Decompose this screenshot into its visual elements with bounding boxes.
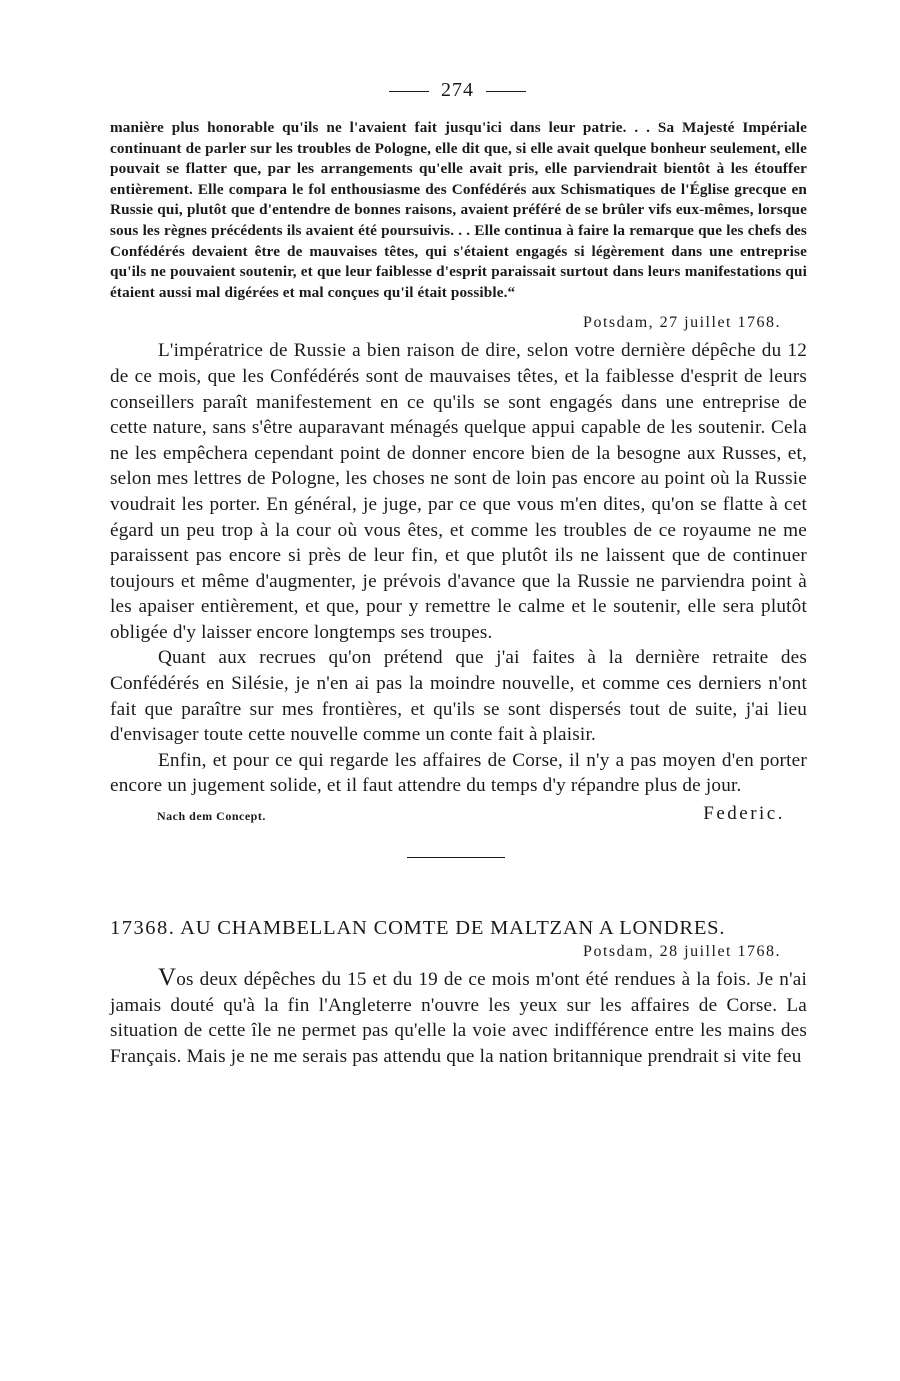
letter-1-paragraph-3: Enfin, et pour ce qui regarde les affaires de Corse, il n'y a pas moyen d'en porter encore un jugement solide, et il faut attendre du temps d'y répandre plus de jour. <box>110 749 807 797</box>
letter-number: 17368. <box>110 917 176 940</box>
letter-1-paragraph-1: L'impératrice de Russie a bien raison de dire, selon votre dernière dépêche du 12 de ce mois, que les Confédérés sont de mauvaises têtes, et la faiblesse d'esprit de leurs conseillers paraît manifestement en ce qu'ils se sont engagés dans une entreprise de cette nature, sans s'être auparavant ménagés quelque appui capable de les soutenir. Cela ne les empêchera cependant point de donner encore bien de la besogne aux Russes, et, selon mes lettres de Pologne, les choses ne sont de loin pas encore au point où la Russie voudrait les porter. En général, je juge, par ce que vous m'en dites, qu'on se flatte à cet égard un peu trop à la cour où vous êtes, et comme les troubles de ce royaume ne me paraissent pas encore si près de leur fin, et que plutôt ils ne laissent que de continuer toujours et même d'augmenter, je prévois d'avance que la Russie ne parviendra point à les apaiser entièrement, et que, pour y remettre le calme et le soutenir, elle sera plutôt obligée d'y laisser encore longtemps ses troupes. <box>110 340 807 643</box>
letter-2-heading <box>110 915 807 941</box>
page-number: 274 <box>441 79 474 101</box>
letter-addressee: AU CHAMBELLAN COMTE DE MALTZAN A LONDRES. <box>180 917 726 940</box>
header-rule-left <box>389 91 429 92</box>
letter-1-paragraph-2: Quant aux recrues qu'on prétend que j'ai faites à la dernière retraite des Confédérés en Silésie, je n'en ai pas la moindre nouvelle, et comme ces derniers n'ont fait que paraître sur mes frontières, et qu'ils se sont dispersés tout de suite, j'ai lieu d'envisager toute cette nouvelle comme un conte fait à plaisir. <box>110 647 807 746</box>
letter-2-dateline: Potsdam, 28 juillet 1768. <box>583 943 781 961</box>
letter-1-dateline: Potsdam, 27 juillet 1768. <box>583 314 781 332</box>
header-rule-right <box>486 91 526 92</box>
quoted-report: manière plus honorable qu'ils ne l'avaient fait jusqu'ici dans leur patrie. . . Sa Majesté Impériale continuant de parler sur les troubles de Pologne, elle dit que, si elle avait quelque bonheur seulement, elle pouvait se flatter que, par les arrangements qu'elle avait pris, elle parviendrait bientôt à les étouffer entièrement. Elle compara le fol enthousiasme des Confédérés aux Schismatiques de l'Église grecque en Russie qui, plutôt que d'entendre de bonnes raisons, avaient préféré de se brûler vifs eux-mêmes, lorsque sous les règnes précédents ils avaient été poursuivis. . . Elle continua à faire la remarque que les chefs des Confédérés devaient être de mauvaises têtes, qui s'étaient engagés si légèrement dans une entreprise qu'ils ne pouvaient soutenir, et que leur faiblesse d'esprit paraissait surtout dans leurs manifestations qui étaient aussi mal digérées et mal conçues qu'il était possible.“ <box>110 119 807 301</box>
source-note: Nach dem Concept. <box>157 809 266 824</box>
letter-2-paragraph-1 <box>110 965 807 1069</box>
letter-2-paragraph-text: os deux dépêches du 15 et du 19 de ce mois m'ont été rendues à la fois. Je n'ai jamais douté qu'à la fin l'Angleterre n'ouvre les yeux sur les affaires de Corse. La situation de cette île ne permet pas qu'elle la voie avec indifférence entre les mains des Français. Mais je ne me serais pas attendu que la nation britannique prendrait si vite feu <box>110 969 807 1067</box>
letter-1-closing <box>110 803 807 829</box>
signature: Federic. <box>703 803 785 825</box>
page-header <box>108 80 807 100</box>
section-separator <box>407 857 505 858</box>
initial-letter: V <box>158 964 177 992</box>
letter-2-body <box>110 965 807 1069</box>
letter-1-body <box>110 338 807 799</box>
document-page <box>110 80 807 1069</box>
